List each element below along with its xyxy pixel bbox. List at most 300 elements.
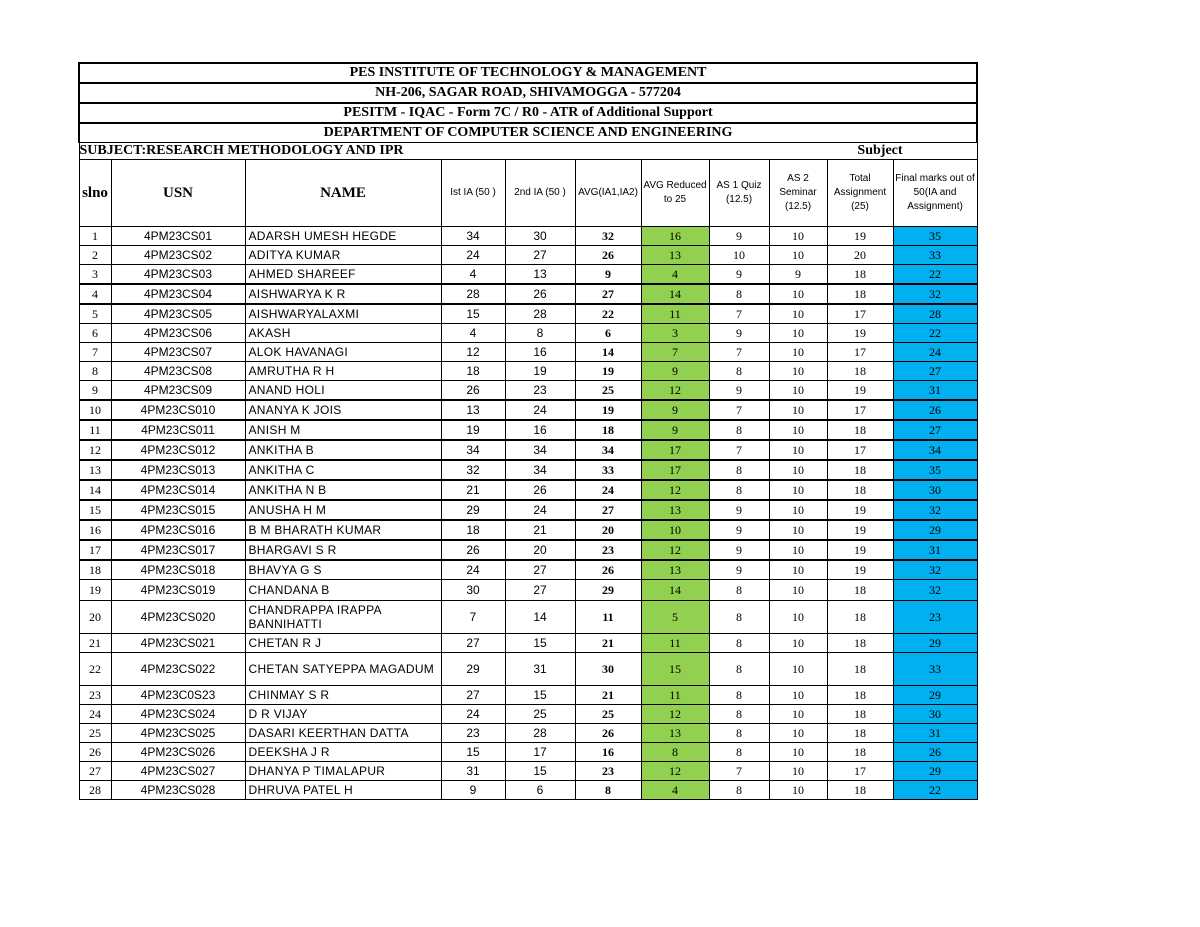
table-row	[79, 724, 977, 743]
cell-ia2: 28	[505, 724, 575, 743]
cell-name: AHMED SHAREEF	[245, 265, 441, 285]
cell-slno: 7	[79, 343, 111, 362]
cell-final: 27	[893, 362, 977, 381]
cell-quiz: 8	[709, 634, 769, 653]
table-row	[79, 381, 977, 401]
cell-avg: 26	[575, 560, 641, 580]
cell-final: 22	[893, 781, 977, 800]
cell-reduced: 5	[641, 601, 709, 634]
cell-reduced: 12	[641, 762, 709, 781]
cell-ia2: 25	[505, 705, 575, 724]
cell-total: 18	[827, 284, 893, 304]
cell-quiz: 8	[709, 724, 769, 743]
cell-total: 18	[827, 420, 893, 440]
cell-reduced: 4	[641, 265, 709, 285]
cell-seminar: 10	[769, 343, 827, 362]
cell-seminar: 10	[769, 743, 827, 762]
cell-seminar: 10	[769, 400, 827, 420]
cell-ia1: 7	[441, 601, 505, 634]
cell-total: 18	[827, 724, 893, 743]
cell-avg: 34	[575, 440, 641, 460]
cell-seminar: 9	[769, 265, 827, 285]
cell-ia1: 4	[441, 265, 505, 285]
cell-quiz: 8	[709, 460, 769, 480]
col-header-name: NAME	[245, 160, 441, 227]
cell-avg: 22	[575, 304, 641, 324]
cell-final: 30	[893, 480, 977, 500]
table-row	[79, 400, 977, 420]
cell-final: 32	[893, 284, 977, 304]
cell-total: 19	[827, 540, 893, 560]
department-title: DEPARTMENT OF COMPUTER SCIENCE AND ENGINEERING	[79, 123, 977, 143]
cell-quiz: 10	[709, 246, 769, 265]
cell-ia2: 20	[505, 540, 575, 560]
cell-seminar: 10	[769, 724, 827, 743]
cell-quiz: 7	[709, 304, 769, 324]
cell-ia2: 27	[505, 560, 575, 580]
cell-reduced: 14	[641, 580, 709, 601]
cell-usn: 4PM23CS05	[111, 304, 245, 324]
cell-final: 29	[893, 520, 977, 540]
cell-name: ANKITHA N B	[245, 480, 441, 500]
cell-usn: 4PM23CS026	[111, 743, 245, 762]
table-row	[79, 460, 977, 480]
cell-slno: 6	[79, 324, 111, 343]
cell-seminar: 10	[769, 781, 827, 800]
cell-slno: 12	[79, 440, 111, 460]
cell-slno: 26	[79, 743, 111, 762]
cell-ia1: 27	[441, 686, 505, 705]
cell-usn: 4PM23CS01	[111, 227, 245, 246]
table-row	[79, 781, 977, 800]
cell-reduced: 12	[641, 381, 709, 401]
cell-quiz: 8	[709, 686, 769, 705]
cell-total: 18	[827, 781, 893, 800]
cell-reduced: 12	[641, 480, 709, 500]
cell-final: 22	[893, 265, 977, 285]
cell-ia2: 34	[505, 440, 575, 460]
cell-final: 23	[893, 601, 977, 634]
cell-ia1: 29	[441, 500, 505, 520]
cell-ia2: 27	[505, 246, 575, 265]
cell-seminar: 10	[769, 500, 827, 520]
cell-ia2: 26	[505, 284, 575, 304]
cell-total: 18	[827, 705, 893, 724]
cell-total: 19	[827, 500, 893, 520]
cell-name: ALOK HAVANAGI	[245, 343, 441, 362]
cell-seminar: 10	[769, 580, 827, 601]
cell-usn: 4PM23CS014	[111, 480, 245, 500]
cell-total: 18	[827, 686, 893, 705]
cell-ia2: 19	[505, 362, 575, 381]
cell-final: 31	[893, 381, 977, 401]
cell-slno: 24	[79, 705, 111, 724]
cell-seminar: 10	[769, 246, 827, 265]
marks-sheet	[78, 62, 978, 800]
cell-name: ANKITHA C	[245, 460, 441, 480]
institute-title: PES INSTITUTE OF TECHNOLOGY & MANAGEMENT	[79, 63, 977, 83]
table-row	[79, 743, 977, 762]
table-row	[79, 420, 977, 440]
col-header-reduced: AVG Reduced to 25	[641, 160, 709, 227]
cell-total: 20	[827, 246, 893, 265]
col-header-ia2: 2nd IA (50 )	[505, 160, 575, 227]
cell-total: 19	[827, 324, 893, 343]
cell-reduced: 12	[641, 540, 709, 560]
cell-name: CHETAN SATYEPPA MAGADUM	[245, 653, 441, 686]
cell-seminar: 10	[769, 705, 827, 724]
cell-name: CHANDANA B	[245, 580, 441, 601]
cell-ia2: 14	[505, 601, 575, 634]
cell-seminar: 10	[769, 460, 827, 480]
cell-ia2: 24	[505, 500, 575, 520]
cell-total: 17	[827, 343, 893, 362]
col-header-quiz: AS 1 Quiz (12.5)	[709, 160, 769, 227]
cell-total: 17	[827, 400, 893, 420]
cell-quiz: 9	[709, 324, 769, 343]
cell-name: AISHWARYALAXMI	[245, 304, 441, 324]
table-row	[79, 265, 977, 285]
table-row	[79, 500, 977, 520]
cell-name: BHAVYA G S	[245, 560, 441, 580]
cell-ia1: 9	[441, 781, 505, 800]
cell-reduced: 10	[641, 520, 709, 540]
cell-usn: 4PM23CS027	[111, 762, 245, 781]
cell-slno: 2	[79, 246, 111, 265]
cell-reduced: 12	[641, 705, 709, 724]
cell-quiz: 9	[709, 560, 769, 580]
cell-final: 32	[893, 560, 977, 580]
cell-avg: 26	[575, 246, 641, 265]
cell-ia2: 34	[505, 460, 575, 480]
cell-name: BHARGAVI S R	[245, 540, 441, 560]
cell-reduced: 13	[641, 246, 709, 265]
cell-total: 17	[827, 762, 893, 781]
cell-ia1: 4	[441, 324, 505, 343]
cell-quiz: 7	[709, 440, 769, 460]
cell-avg: 30	[575, 653, 641, 686]
cell-slno: 9	[79, 381, 111, 401]
cell-reduced: 9	[641, 362, 709, 381]
cell-reduced: 13	[641, 500, 709, 520]
table-row	[79, 560, 977, 580]
cell-ia1: 15	[441, 304, 505, 324]
cell-avg: 9	[575, 265, 641, 285]
table-row	[79, 653, 977, 686]
table-row	[79, 246, 977, 265]
cell-avg: 16	[575, 743, 641, 762]
cell-slno: 16	[79, 520, 111, 540]
cell-final: 24	[893, 343, 977, 362]
cell-usn: 4PM23CS03	[111, 265, 245, 285]
cell-slno: 18	[79, 560, 111, 580]
cell-reduced: 11	[641, 304, 709, 324]
cell-reduced: 7	[641, 343, 709, 362]
subject-right-label: Subject	[641, 143, 977, 160]
cell-avg: 21	[575, 686, 641, 705]
cell-ia1: 26	[441, 381, 505, 401]
cell-usn: 4PM23CS09	[111, 381, 245, 401]
cell-ia2: 30	[505, 227, 575, 246]
cell-slno: 4	[79, 284, 111, 304]
cell-final: 32	[893, 500, 977, 520]
cell-slno: 1	[79, 227, 111, 246]
cell-total: 18	[827, 634, 893, 653]
cell-ia1: 26	[441, 540, 505, 560]
cell-name: ANUSHA H M	[245, 500, 441, 520]
cell-avg: 18	[575, 420, 641, 440]
cell-name: CHINMAY S R	[245, 686, 441, 705]
cell-ia2: 21	[505, 520, 575, 540]
cell-quiz: 8	[709, 781, 769, 800]
cell-seminar: 10	[769, 324, 827, 343]
cell-quiz: 8	[709, 653, 769, 686]
cell-final: 35	[893, 227, 977, 246]
cell-seminar: 10	[769, 227, 827, 246]
cell-avg: 19	[575, 362, 641, 381]
cell-quiz: 9	[709, 540, 769, 560]
cell-total: 18	[827, 480, 893, 500]
cell-avg: 25	[575, 705, 641, 724]
cell-reduced: 11	[641, 686, 709, 705]
cell-slno: 11	[79, 420, 111, 440]
cell-final: 22	[893, 324, 977, 343]
table-row	[79, 343, 977, 362]
cell-quiz: 9	[709, 265, 769, 285]
cell-avg: 26	[575, 724, 641, 743]
cell-ia1: 34	[441, 440, 505, 460]
cell-name: ANANYA K JOIS	[245, 400, 441, 420]
cell-ia1: 18	[441, 520, 505, 540]
cell-quiz: 8	[709, 601, 769, 634]
cell-slno: 28	[79, 781, 111, 800]
cell-usn: 4PM23CS013	[111, 460, 245, 480]
cell-final: 27	[893, 420, 977, 440]
cell-ia2: 31	[505, 653, 575, 686]
cell-slno: 13	[79, 460, 111, 480]
cell-reduced: 3	[641, 324, 709, 343]
cell-usn: 4PM23CS015	[111, 500, 245, 520]
table-row	[79, 227, 977, 246]
table-row	[79, 440, 977, 460]
cell-ia2: 28	[505, 304, 575, 324]
col-header-usn: USN	[111, 160, 245, 227]
cell-avg: 19	[575, 400, 641, 420]
cell-ia1: 21	[441, 480, 505, 500]
cell-avg: 27	[575, 500, 641, 520]
cell-avg: 14	[575, 343, 641, 362]
table-row	[79, 686, 977, 705]
cell-reduced: 14	[641, 284, 709, 304]
cell-reduced: 17	[641, 460, 709, 480]
cell-total: 18	[827, 743, 893, 762]
cell-total: 18	[827, 653, 893, 686]
cell-reduced: 13	[641, 724, 709, 743]
cell-slno: 22	[79, 653, 111, 686]
cell-quiz: 8	[709, 420, 769, 440]
cell-total: 18	[827, 265, 893, 285]
cell-ia2: 15	[505, 762, 575, 781]
cell-name: DHANYA P TIMALAPUR	[245, 762, 441, 781]
cell-name: D R VIJAY	[245, 705, 441, 724]
cell-total: 18	[827, 460, 893, 480]
cell-seminar: 10	[769, 420, 827, 440]
cell-total: 19	[827, 227, 893, 246]
table-row	[79, 762, 977, 781]
cell-avg: 24	[575, 480, 641, 500]
cell-usn: 4PM23CS04	[111, 284, 245, 304]
cell-total: 19	[827, 520, 893, 540]
cell-quiz: 7	[709, 762, 769, 781]
cell-ia1: 24	[441, 705, 505, 724]
cell-ia2: 16	[505, 343, 575, 362]
cell-name: DHRUVA PATEL H	[245, 781, 441, 800]
cell-usn: 4PM23CS012	[111, 440, 245, 460]
cell-ia2: 15	[505, 686, 575, 705]
cell-final: 28	[893, 304, 977, 324]
cell-reduced: 16	[641, 227, 709, 246]
cell-final: 35	[893, 460, 977, 480]
cell-name: DASARI KEERTHAN DATTA	[245, 724, 441, 743]
cell-ia2: 24	[505, 400, 575, 420]
cell-name: AKASH	[245, 324, 441, 343]
cell-slno: 23	[79, 686, 111, 705]
cell-total: 17	[827, 304, 893, 324]
cell-avg: 6	[575, 324, 641, 343]
cell-ia1: 30	[441, 580, 505, 601]
cell-seminar: 10	[769, 540, 827, 560]
col-header-total: Total Assignment (25)	[827, 160, 893, 227]
cell-quiz: 8	[709, 743, 769, 762]
cell-usn: 4PM23CS08	[111, 362, 245, 381]
cell-final: 32	[893, 580, 977, 601]
cell-seminar: 10	[769, 653, 827, 686]
cell-usn: 4PM23CS024	[111, 705, 245, 724]
cell-slno: 10	[79, 400, 111, 420]
cell-total: 18	[827, 362, 893, 381]
cell-quiz: 8	[709, 362, 769, 381]
cell-name: AISHWARYA K R	[245, 284, 441, 304]
table-row	[79, 304, 977, 324]
cell-name: ADARSH UMESH HEGDE	[245, 227, 441, 246]
cell-name: B M BHARATH KUMAR	[245, 520, 441, 540]
cell-seminar: 10	[769, 362, 827, 381]
cell-name: ANISH M	[245, 420, 441, 440]
cell-slno: 15	[79, 500, 111, 520]
cell-seminar: 10	[769, 634, 827, 653]
cell-final: 33	[893, 653, 977, 686]
cell-avg: 32	[575, 227, 641, 246]
cell-usn: 4PM23CS011	[111, 420, 245, 440]
cell-slno: 5	[79, 304, 111, 324]
cell-ia2: 6	[505, 781, 575, 800]
cell-slno: 19	[79, 580, 111, 601]
cell-ia2: 26	[505, 480, 575, 500]
cell-slno: 14	[79, 480, 111, 500]
cell-quiz: 9	[709, 227, 769, 246]
cell-quiz: 7	[709, 343, 769, 362]
cell-usn: 4PM23C0S23	[111, 686, 245, 705]
cell-ia2: 8	[505, 324, 575, 343]
cell-usn: 4PM23CS017	[111, 540, 245, 560]
cell-seminar: 10	[769, 381, 827, 401]
table-row	[79, 580, 977, 601]
cell-avg: 33	[575, 460, 641, 480]
col-header-slno: slno	[79, 160, 111, 227]
cell-ia2: 23	[505, 381, 575, 401]
cell-total: 18	[827, 580, 893, 601]
cell-final: 26	[893, 400, 977, 420]
cell-ia1: 34	[441, 227, 505, 246]
cell-usn: 4PM23CS025	[111, 724, 245, 743]
cell-quiz: 9	[709, 520, 769, 540]
cell-seminar: 10	[769, 304, 827, 324]
cell-ia1: 12	[441, 343, 505, 362]
cell-reduced: 17	[641, 440, 709, 460]
cell-usn: 4PM23CS02	[111, 246, 245, 265]
table-row	[79, 284, 977, 304]
cell-ia1: 27	[441, 634, 505, 653]
cell-seminar: 10	[769, 440, 827, 460]
cell-avg: 29	[575, 580, 641, 601]
col-header-ia1: Ist IA (50 )	[441, 160, 505, 227]
cell-final: 26	[893, 743, 977, 762]
cell-avg: 25	[575, 381, 641, 401]
cell-final: 29	[893, 762, 977, 781]
cell-usn: 4PM23CS028	[111, 781, 245, 800]
cell-ia2: 16	[505, 420, 575, 440]
cell-name: DEEKSHA J R	[245, 743, 441, 762]
cell-avg: 21	[575, 634, 641, 653]
cell-ia1: 15	[441, 743, 505, 762]
cell-slno: 17	[79, 540, 111, 560]
cell-quiz: 8	[709, 705, 769, 724]
cell-ia1: 13	[441, 400, 505, 420]
cell-ia1: 23	[441, 724, 505, 743]
cell-name: ANAND HOLI	[245, 381, 441, 401]
cell-ia1: 24	[441, 246, 505, 265]
cell-final: 33	[893, 246, 977, 265]
col-header-avg: AVG(IA1,IA2)	[575, 160, 641, 227]
cell-name: CHETAN R J	[245, 634, 441, 653]
cell-total: 19	[827, 381, 893, 401]
table-row	[79, 634, 977, 653]
cell-avg: 8	[575, 781, 641, 800]
cell-final: 29	[893, 686, 977, 705]
cell-reduced: 13	[641, 560, 709, 580]
table-row	[79, 480, 977, 500]
cell-seminar: 10	[769, 520, 827, 540]
cell-slno: 27	[79, 762, 111, 781]
cell-quiz: 9	[709, 500, 769, 520]
cell-quiz: 8	[709, 580, 769, 601]
cell-final: 31	[893, 540, 977, 560]
table-row	[79, 705, 977, 724]
cell-avg: 23	[575, 762, 641, 781]
cell-ia2: 13	[505, 265, 575, 285]
cell-seminar: 10	[769, 686, 827, 705]
cell-final: 29	[893, 634, 977, 653]
subject-label: SUBJECT:RESEARCH METHODOLOGY AND IPR	[79, 143, 641, 160]
cell-ia1: 29	[441, 653, 505, 686]
cell-ia1: 28	[441, 284, 505, 304]
cell-ia1: 19	[441, 420, 505, 440]
cell-avg: 20	[575, 520, 641, 540]
institute-address: NH-206, SAGAR ROAD, SHIVAMOGGA - 577204	[79, 83, 977, 103]
cell-quiz: 9	[709, 381, 769, 401]
cell-reduced: 15	[641, 653, 709, 686]
cell-ia2: 15	[505, 634, 575, 653]
